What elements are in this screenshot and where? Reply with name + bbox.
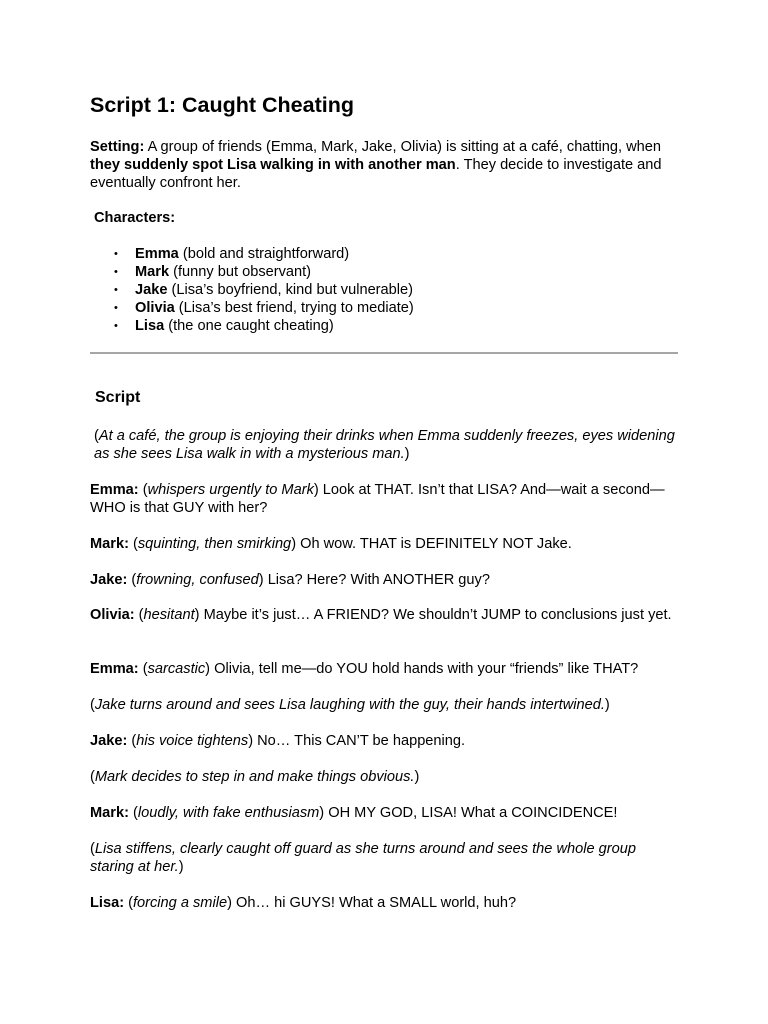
stage-direction: (At a café, the group is enjoying their drinks when Emma suddenly freezes, eyes widening as she sees Lisa walk in with a mysterious man.) xyxy=(94,428,675,462)
speaker-name: Jake: xyxy=(90,733,128,749)
character-desc: (Lisa’s boyfriend, kind but vulnerable) xyxy=(167,282,413,298)
list-item xyxy=(90,281,678,299)
character-name: Olivia xyxy=(135,300,175,316)
dialogue-line: Emma: (sarcastic) Olivia, tell me—do YOU hold hands with your “friends” like THAT? xyxy=(90,661,639,677)
dialogue-line: Jake: (frowning, confused) Lisa? Here? With ANOTHER guy? xyxy=(90,572,490,588)
list-item xyxy=(90,245,678,263)
bullet-icon: • xyxy=(114,266,118,278)
speaker-name: Mark: xyxy=(90,536,129,552)
dialogue-text: OH MY GOD, LISA! What a COINCIDENCE! xyxy=(324,805,618,821)
setting-bold: they suddenly spot Lisa walking in with another man xyxy=(90,157,456,173)
dialogue-text: Oh… hi GUYS! What a SMALL world, huh? xyxy=(231,895,517,911)
list-item xyxy=(90,317,678,335)
setting-paragraph xyxy=(90,138,678,192)
setting-label: Setting: xyxy=(90,139,145,155)
characters-list xyxy=(90,245,678,335)
parenthetical: squinting, then smirking xyxy=(137,536,292,552)
parenthetical: frowning, confused xyxy=(136,572,259,588)
bullet-icon: • xyxy=(114,248,118,260)
stage-direction: (Lisa stiffens, clearly caught off guard as she turns around and sees the whole group staring at her.) xyxy=(90,841,636,875)
stage-direction-text: At a café, the group is enjoying their drinks when Emma suddenly freezes, eyes widening as she sees Lisa walk in with a mysterious man. xyxy=(94,428,675,462)
parenthetical: his voice tightens xyxy=(136,733,249,749)
dialogue-line: Mark: (squinting, then smirking) Oh wow. THAT is DEFINITELY NOT Jake. xyxy=(90,536,572,552)
bullet-icon: • xyxy=(114,320,118,332)
setting-text-b: . They decide to investigate and eventually confront her. xyxy=(90,157,662,191)
dialogue-line: Olivia: (hesitant) Maybe it’s just… A FRIEND? We shouldn’t JUMP to conclusions just yet. xyxy=(90,607,672,623)
stage-direction: (Jake turns around and sees Lisa laughing with the guy, their hands intertwined.) xyxy=(90,697,610,713)
script-heading: Script xyxy=(95,389,141,406)
list-item xyxy=(90,263,678,281)
dialogue-text: Maybe it’s just… A FRIEND? We shouldn’t JUMP to conclusions just yet. xyxy=(199,607,672,623)
character-name: Lisa xyxy=(135,318,165,334)
dialogue-line: Emma: (whispers urgently to Mark) Look at THAT. Isn’t that LISA? And—wait a second—WHO is that GUY with her? xyxy=(90,482,665,516)
character-desc: (bold and straightforward) xyxy=(178,246,350,262)
dialogue-line: Mark: (loudly, with fake enthusiasm) OH MY GOD, LISA! What a COINCIDENCE! xyxy=(90,805,618,821)
parenthetical: sarcastic xyxy=(147,661,206,677)
stage-direction-text: Lisa stiffens, clearly caught off guard as she turns around and sees the whole group staring at her. xyxy=(90,841,636,875)
stage-direction-text: Jake turns around and sees Lisa laughing with the guy, their hands intertwined. xyxy=(94,697,605,713)
stage-direction: (Mark decides to step in and make things obvious.) xyxy=(90,769,420,785)
speaker-name: Lisa: xyxy=(90,895,125,911)
page-title: Script 1: Caught Cheating xyxy=(90,93,354,117)
dialogue-line: Jake: (his voice tightens) No… This CAN’T be happening. xyxy=(90,733,466,749)
speaker-name: Jake: xyxy=(90,572,128,588)
dialogue-text: Oh wow. THAT is DEFINITELY NOT Jake. xyxy=(296,536,572,552)
parenthetical: whispers urgently to Mark xyxy=(147,482,314,498)
character-desc: (funny but observant) xyxy=(169,264,312,280)
dialogue-text: Olivia, tell me—do YOU hold hands with your “friends” like THAT? xyxy=(210,661,639,677)
setting-text-a: A group of friends (Emma, Mark, Jake, Olivia) is sitting at a café, chatting, when xyxy=(144,139,662,155)
character-name: Jake xyxy=(135,282,168,298)
speaker-name: Olivia: xyxy=(90,607,135,623)
character-desc: (the one caught cheating) xyxy=(164,318,334,334)
parenthetical: loudly, with fake enthusiasm xyxy=(137,805,320,821)
list-item xyxy=(90,299,678,317)
stage-direction-text: Mark decides to step in and make things obvious. xyxy=(94,769,415,785)
speaker-name: Mark: xyxy=(90,805,129,821)
characters-heading: Characters: xyxy=(94,210,176,226)
speaker-name: Emma: xyxy=(90,661,139,677)
character-name: Emma xyxy=(135,246,179,262)
dialogue-line: Lisa: (forcing a smile) Oh… hi GUYS! What a SMALL world, huh? xyxy=(90,895,517,911)
character-name: Mark xyxy=(135,264,170,280)
bullet-icon: • xyxy=(114,302,118,314)
parenthetical: forcing a smile xyxy=(132,895,228,911)
dialogue-text: Lisa? Here? With ANOTHER guy? xyxy=(263,572,490,588)
dialogue-text: Look at THAT. Isn’t that LISA? And—wait a second—WHO is that GUY with her? xyxy=(90,482,665,516)
speaker-name: Emma: xyxy=(90,482,139,498)
parenthetical: hesitant xyxy=(143,607,195,623)
character-desc: (Lisa’s best friend, trying to mediate) xyxy=(174,300,414,316)
bullet-icon: • xyxy=(114,284,118,296)
dialogue-text: No… This CAN’T be happening. xyxy=(253,733,466,749)
section-divider xyxy=(90,352,678,354)
